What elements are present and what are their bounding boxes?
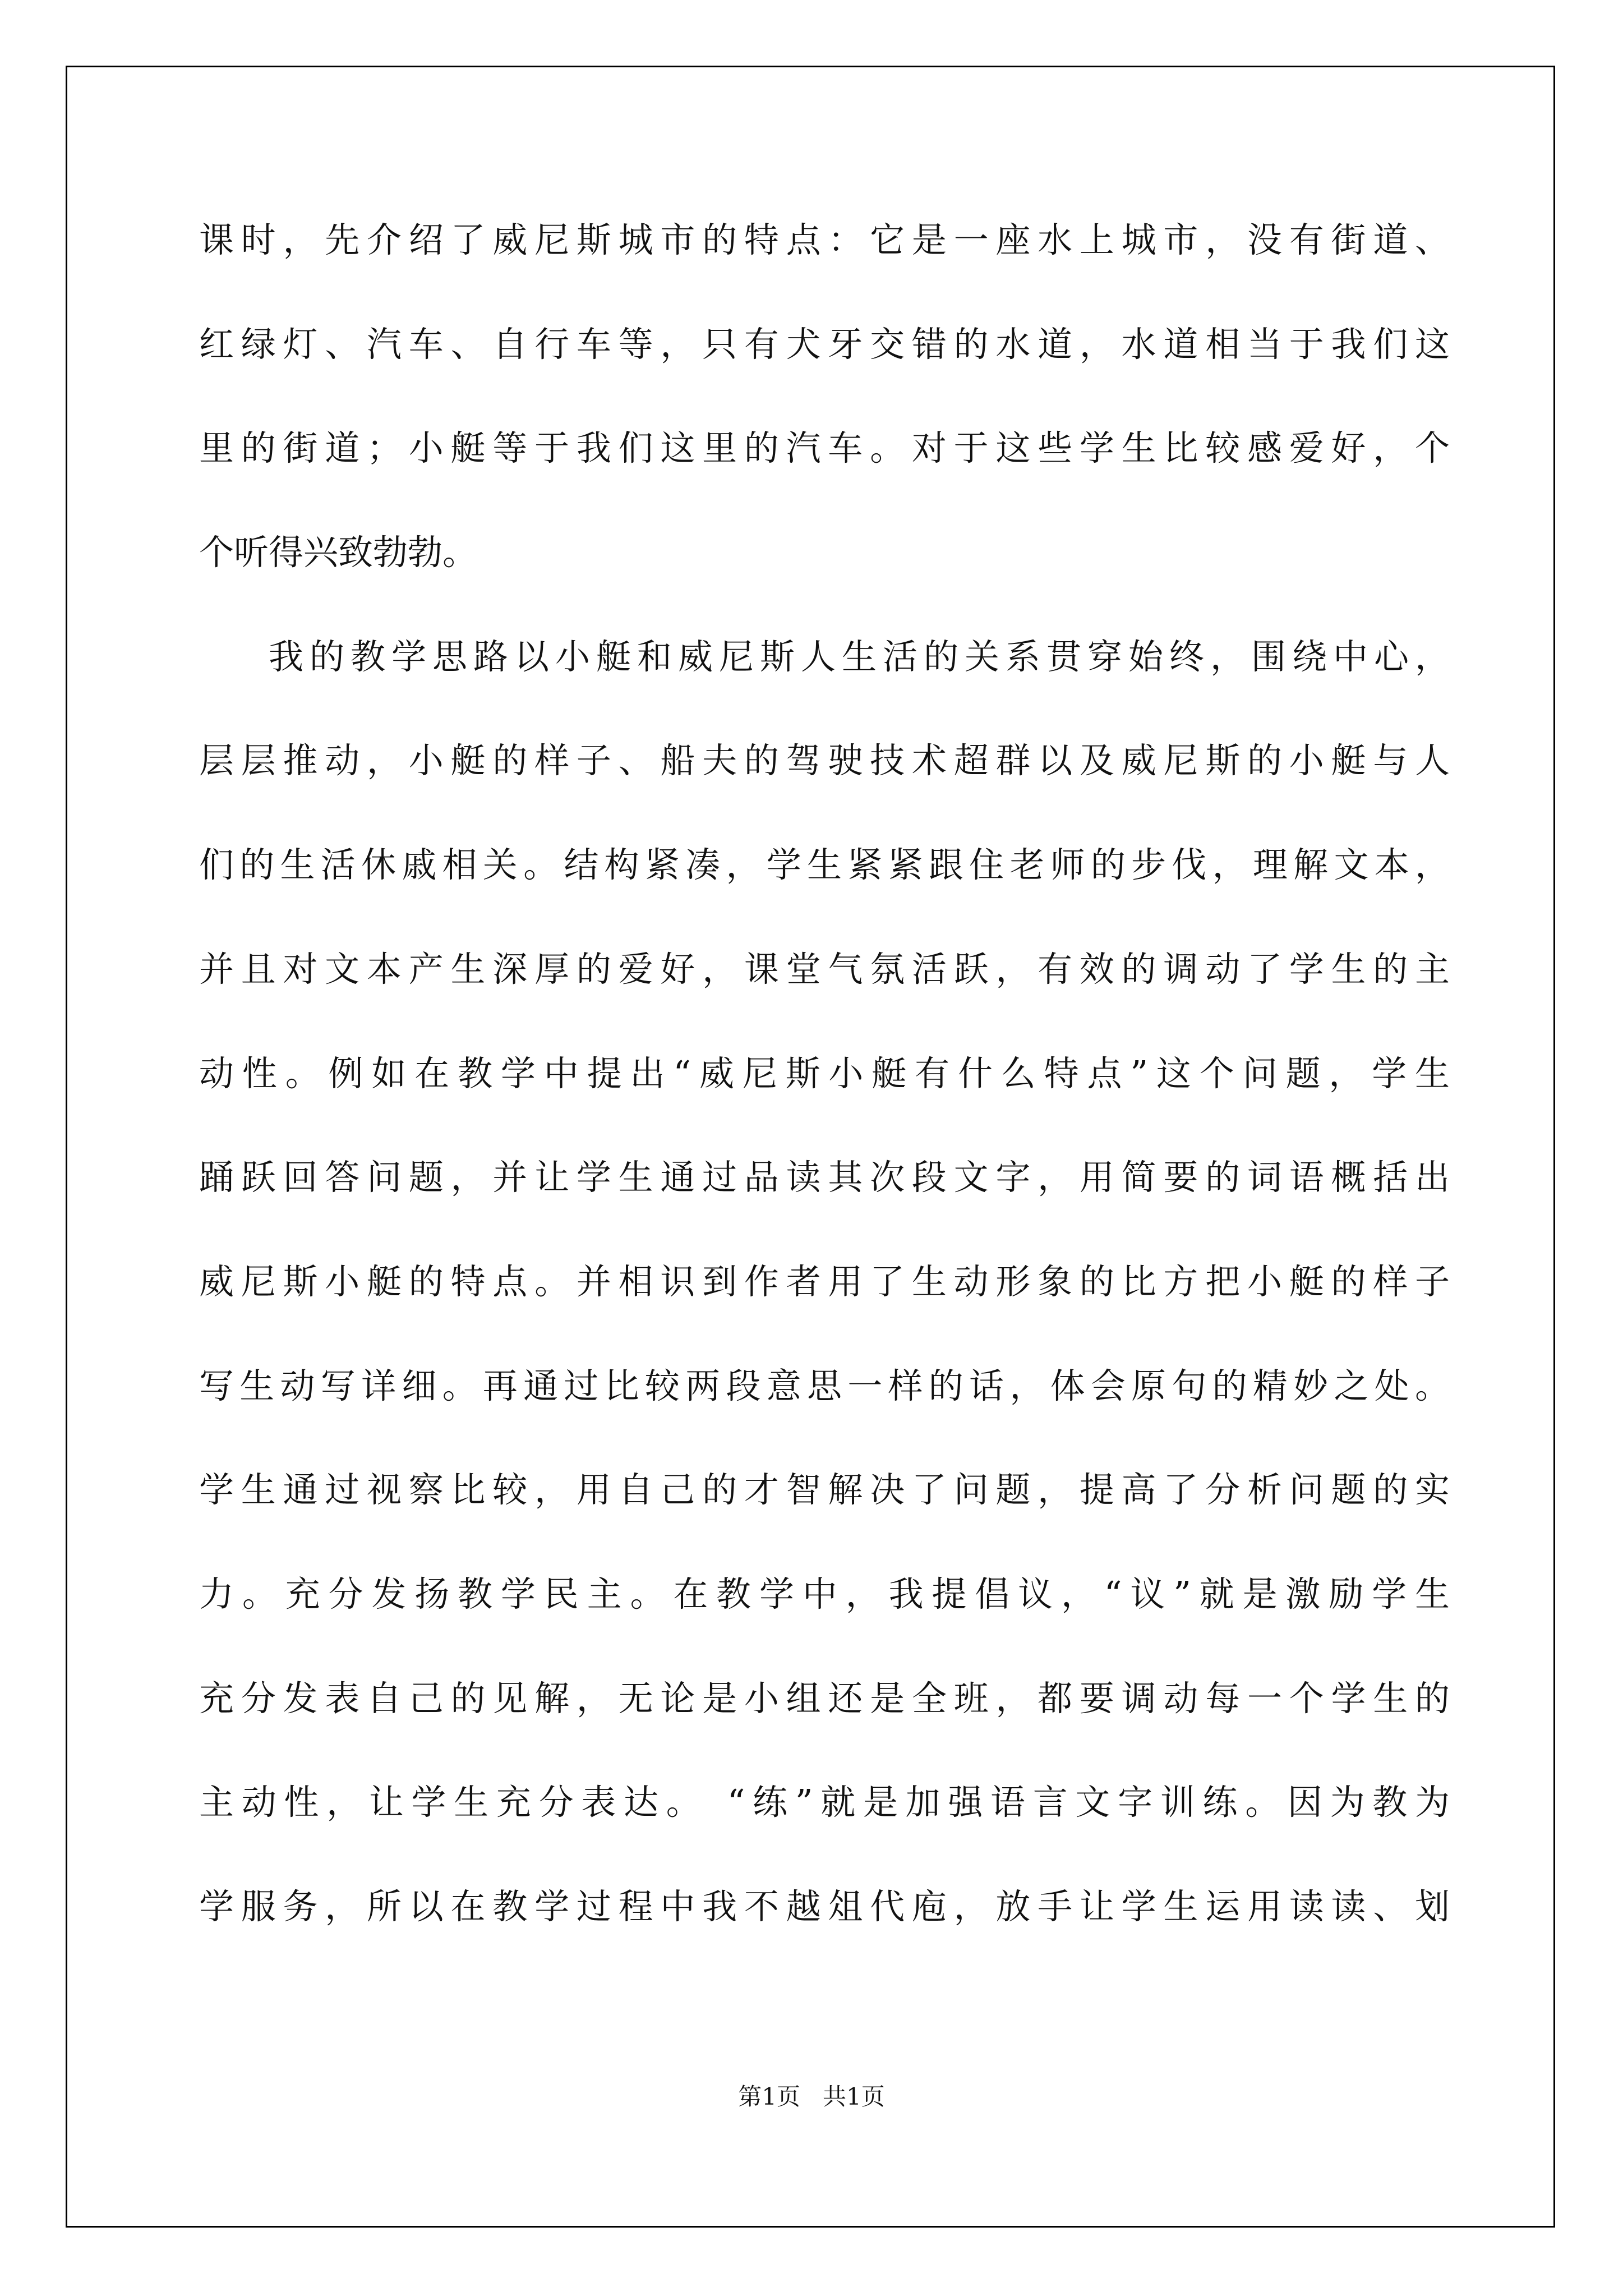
text-line: 里的街道；小艇等于我们这里的汽车。对于这些学生比较感爱好，个: [199, 427, 1450, 469]
text-line: 充分发表自己的见解，无论是小组还是全班，都要调动每一个学生的: [199, 1677, 1450, 1719]
text-line: 个听得兴致勃勃。: [199, 532, 478, 573]
body-text: [199, 188, 1450, 1959]
text-line: 学服务，所以在教学过程中我不越俎代庖，放手让学生运用读读、划: [199, 1886, 1450, 1927]
page-total: 共1页: [823, 2083, 885, 2110]
text-line: 并且对文本产生深厚的爱好，课堂气氛活跃，有效的调动了学生的主: [199, 948, 1450, 990]
text-line: 主动性，让学生充分表达。 “练”就是加强语言文字训练。因为教为: [199, 1782, 1450, 1823]
page-number: 第1页: [738, 2083, 800, 2110]
text-line: 层层推动，小艇的样子、船夫的驾驶技术超群以及威尼斯的小艇与人: [199, 740, 1450, 781]
text-line: 威尼斯小艇的特点。并相识到作者用了生动形象的比方把小艇的样子: [199, 1260, 1450, 1302]
text-line: 踊跃回答问题，并让学生通过品读其次段文字，用简要的词语概括出: [199, 1157, 1450, 1198]
text-line: 动性。例如在教学中提出“威尼斯小艇有什么特点”这个问题，学生: [199, 1052, 1450, 1094]
text-line: 力。充分发扬教学民主。在教学中，我提倡议，“议”就是激励学生: [199, 1573, 1450, 1614]
text-line: 写生动写详细。再通过比较两段意思一样的话，体会原句的精妙之处。: [199, 1365, 1450, 1406]
text-line: 我的教学思路以小艇和威尼斯人生活的关系贯穿始终，围绕中心，: [269, 636, 1450, 677]
page-footer: [0, 2080, 1623, 2114]
text-line: 红绿灯、汽车、自行车等，只有犬牙交错的水道，水道相当于我们这: [199, 323, 1450, 365]
text-line: 们的生活休戚相关。结构紧凑，学生紧紧跟住老师的步伐，理解文本，: [199, 844, 1450, 886]
text-line: 课时，先介绍了威尼斯城市的特点：它是一座水上城市，没有街道、: [199, 219, 1450, 260]
text-line: 学生通过视察比较，用自己的才智解决了问题，提高了分析问题的实: [199, 1469, 1450, 1511]
